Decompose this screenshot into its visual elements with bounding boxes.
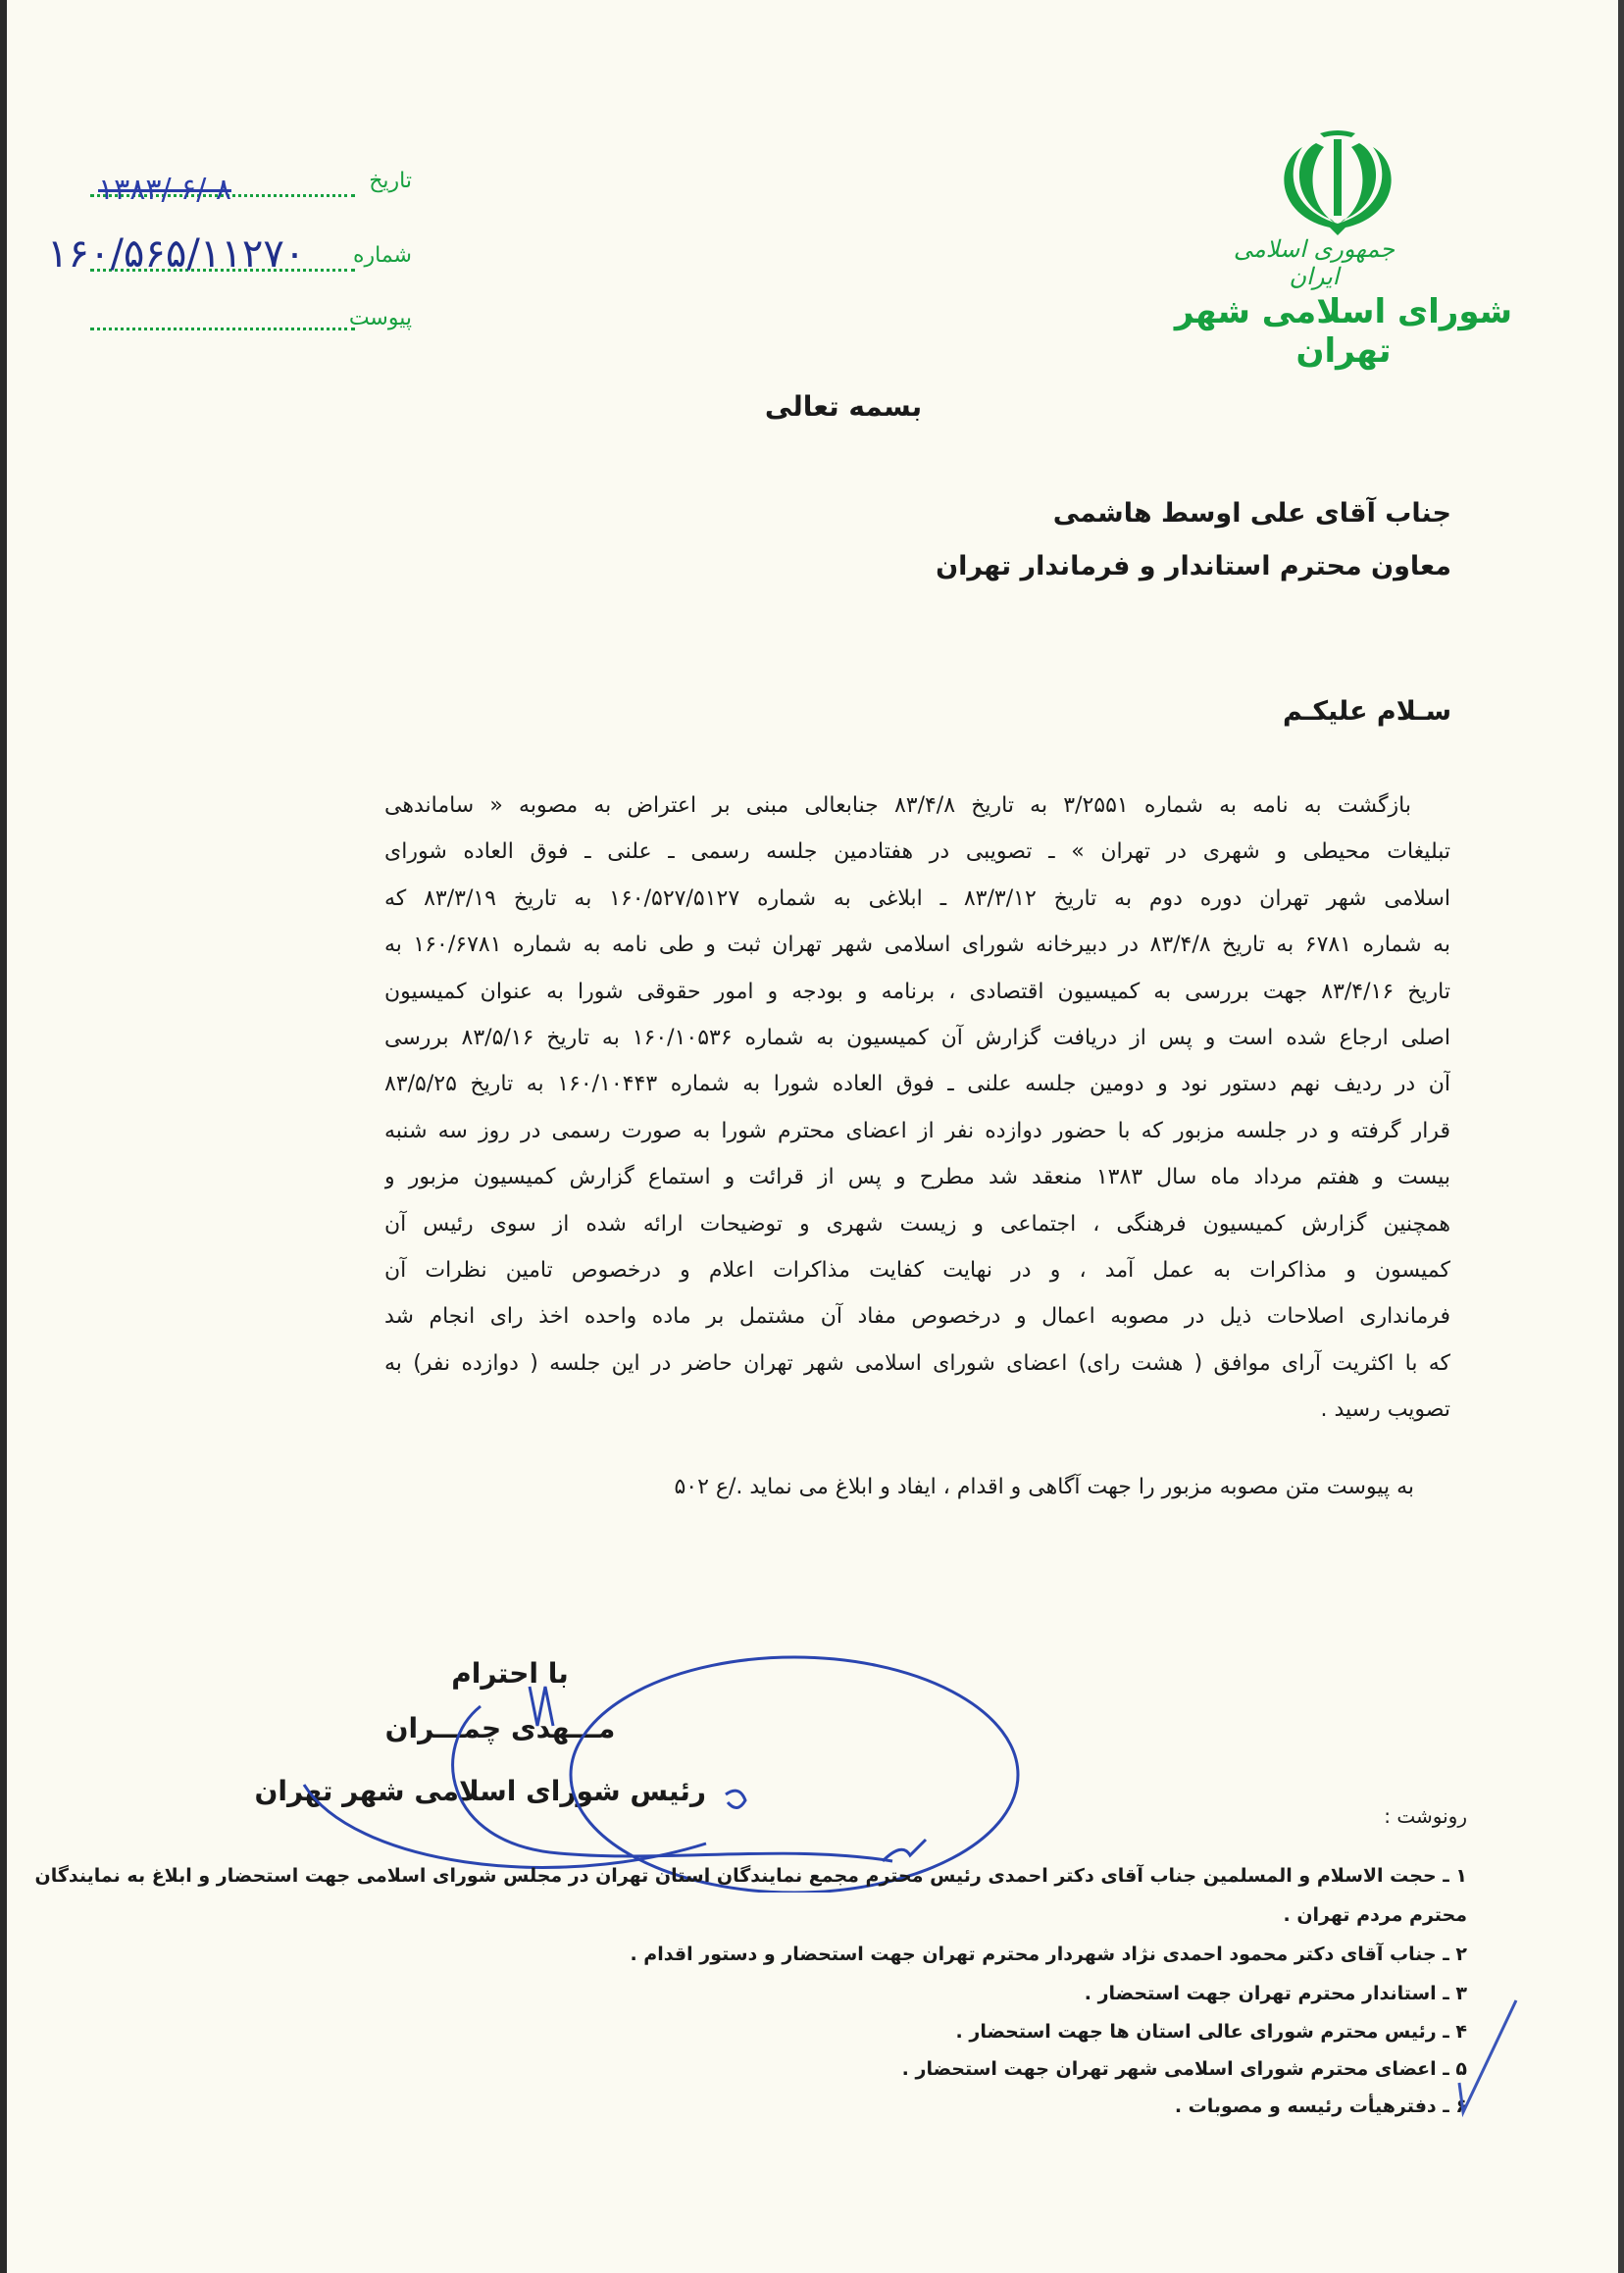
cc-title: رونوشت :	[1384, 1804, 1467, 1828]
body-line: اسلامی شهر تهران دوره دوم به تاریخ ۸۳/۳/۱۲ ـ ابلاغی به شماره ۱۶۰/۵۲۷/۵۱۲۷ به تاریخ ۸۳/۳/۱۹ که	[384, 885, 1450, 911]
body-line: فرمانداری اصلاحات ذیل در مصوبه اعمال و درخصوص مفاد آن مشتمل بر ماده واحده اخذ رای انجام شد	[384, 1304, 1450, 1330]
cc-item: ۵ ـ اعضای محترم شورای اسلامی شهر تهران جهت استحضار .	[901, 2058, 1467, 2080]
greeting: سـلام علیکـم	[1282, 696, 1451, 727]
body-line: که با اکثریت آرای موافق ( هشت رای) اعضای شورای اسلامی شهر تهران حاضر در این جلسه ( دوازده نفر) به	[384, 1350, 1450, 1376]
iran-emblem-icon	[1273, 126, 1402, 241]
cc-item: محترم مردم تهران .	[1283, 1904, 1467, 1926]
body-line: آن در ردیف نهم دستور نود و دومین جلسه علنی ـ فوق العاده شورا به شماره ۱۶۰/۱۰۴۴۳ به تاریخ ۸۳/۵/۲۵	[384, 1072, 1450, 1097]
bismillah-heading: بسمه تعالی	[764, 390, 923, 423]
body-line: بازگشت به نامه به شماره ۳/۲۵۵۱ به تاریخ ۸۳/۴/۸ جنابعالی مبنی بر اعتراض به مصوبه « ساماندهی	[384, 793, 1412, 818]
body-line: تبلیغات محیطی و شهری در تهران » ـ تصویبی در هفتادمین جلسه رسمی ـ علنی ـ فوق العاده شورای	[384, 839, 1450, 865]
body-line: کمیسون و مذاکرات به عمل آمد ، و در نهایت کفایت مذاکرات اعلام و درخصوص تامین نظرات آن	[384, 1257, 1450, 1283]
signer-name: مـــهدی چمـــران	[384, 1712, 616, 1744]
scan-edge-right	[1618, 0, 1624, 2273]
handwritten-signature-icon	[254, 1647, 1040, 1893]
closing-line: به پیوست متن مصوبه مزبور را جهت آگاهی و اقدام ، ایفاد و ابلاغ می نماید ./ع ۵۰۲	[674, 1475, 1414, 1499]
handwritten-number: ۱۶۰/۵۶۵/۱۱۲۷۰	[47, 231, 306, 277]
scan-edge-left	[0, 0, 7, 2273]
body-line: اصلی ارجاع شده است و پس از دریافت گزارش آن کمیسیون به شماره ۱۶۰/۱۰۵۳۶ به تاریخ ۸۳/۵/۱۶ بررسی	[384, 1025, 1450, 1050]
council-title: شورای اسلامی شهر تهران	[1174, 292, 1513, 371]
letter-body	[384, 783, 1450, 1433]
republic-title: جمهوری اسلامی ایران	[1233, 235, 1396, 290]
date-label: تاریخ	[369, 169, 412, 193]
body-line: تصویب رسید .	[1320, 1397, 1450, 1423]
addressee-name: جناب آقای علی اوسط هاشمی	[1052, 498, 1451, 529]
cc-item: ۶ ـ دفترهیأت رئیسه و مصوبات .	[1174, 2096, 1467, 2117]
checkmark-icon	[1455, 1996, 1520, 2118]
body-line: تاریخ ۸۳/۴/۱۶ جهت بررسی به کمیسیون اقتصادی ، برنامه و بودجه و امور حقوقی شورا به عنوان کمیسیون	[384, 979, 1450, 1004]
cc-item: ۴ ـ رئیس محترم شورای عالی استان ها جهت استحضار .	[955, 2021, 1467, 2043]
handwritten-date: ۱۳۸۳/ ۶/ ۸	[98, 173, 231, 207]
signer-position: رئیس شورای اسلامی شهر تهران	[254, 1775, 706, 1807]
cc-item: ۳ ـ استاندار محترم تهران جهت استحضار .	[1084, 1983, 1467, 2004]
body-line: همچنین گزارش کمیسیون فرهنگی ، اجتماعی و زیست شهری و توضیحات ارائه شده از سوی رئیس آن	[384, 1211, 1450, 1237]
body-line: بیست و هفتم مرداد ماه سال ۱۳۸۳ منعقد شد مطرح و پس از قرائت و استماع گزارش کمیسیون مزبور و	[384, 1165, 1450, 1190]
cc-item: ۲ ـ جناب آقای دکتر محمود احمدی نژاد شهردار محترم تهران جهت استحضار و دستور اقدام .	[630, 1944, 1467, 1965]
number-label: شماره	[352, 243, 412, 268]
body-line: به شماره ۶۷۸۱ به تاریخ ۸۳/۴/۸ در دبیرخانه شورای اسلامی شهر تهران ثبت و طی نامه به شماره ۱۶۰/۶۷۸۱ به	[384, 933, 1450, 958]
attachment-dotted-line	[90, 328, 355, 330]
addressee-title: معاون محترم استاندار و فرماندار تهران	[936, 551, 1451, 581]
body-line: قرار گرفته و در جلسه مزبور که با حضور دوازده نفر از اعضای محترم شورا به صورت رسمی در روز سه شنبه	[384, 1118, 1450, 1143]
attachment-label: پیوست	[348, 306, 412, 330]
cc-item: ۱ ـ حجت الاسلام و المسلمین جناب آقای دکتر احمدی رئیس محترم مجمع نمایندگان استان تهران در مجلس شورای اسلامی جهت استحضار و ابلاغ به نمایندگان	[34, 1865, 1467, 1887]
regards: با احترام	[451, 1657, 569, 1690]
